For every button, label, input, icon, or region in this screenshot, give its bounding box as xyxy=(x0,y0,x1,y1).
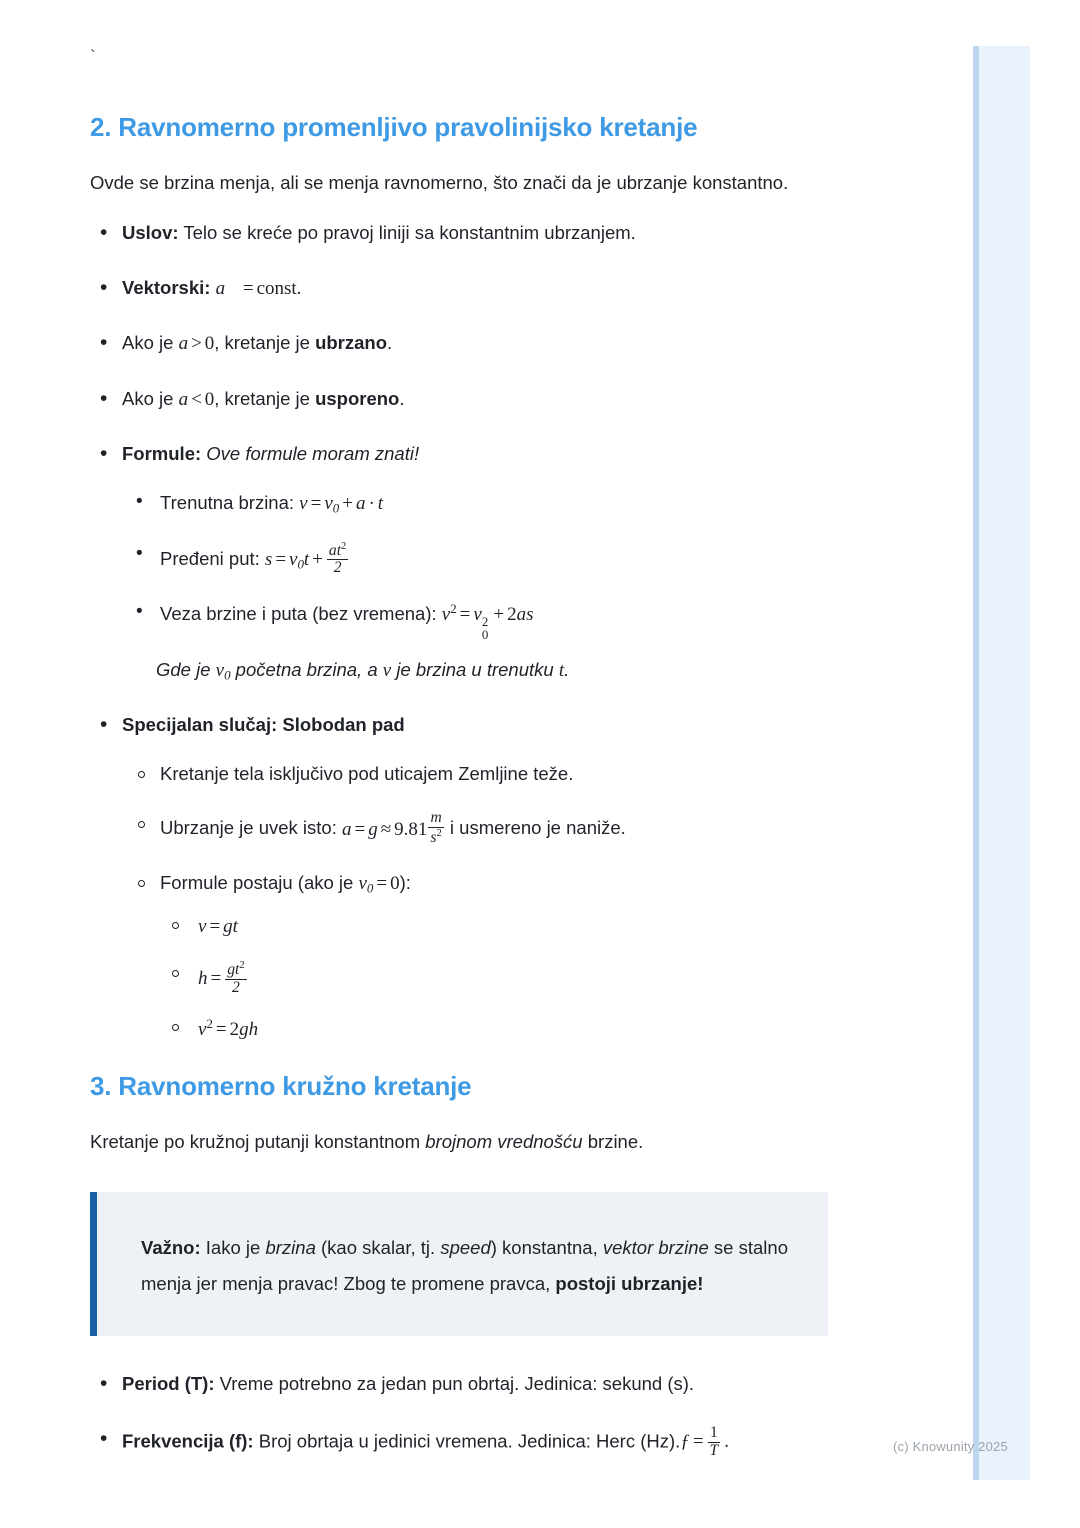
slobodan-pad-sub-list xyxy=(122,760,830,1045)
section-2-heading: 2. Ravnomerno promenljivo pravolinijsko kretanje xyxy=(90,112,698,142)
formula-trenutna-brzina xyxy=(122,489,830,519)
gde-je-text: Gde je $v_0$ početna brzina, a v je brzina u trenutku t. xyxy=(156,658,570,683)
callout-t3: ) konstantna, xyxy=(490,1237,603,1259)
section-3-bullet-list xyxy=(90,1370,830,1459)
slobodan-pad-heading: Specijalan slučaj: Slobodan pad xyxy=(122,714,405,735)
watermark-label: (c) Knowunity 2025 xyxy=(893,1439,1008,1454)
vektorski-label: Vektorski: xyxy=(122,276,211,298)
formula-veza-brzine-i-puta xyxy=(122,599,830,643)
page-side-strip xyxy=(973,46,1030,1480)
ubrzanje-prefix: Ubrzanje je uvek isto: xyxy=(160,817,343,839)
list-item-ubrzano xyxy=(90,329,830,358)
usporeno-prefix: Ako je xyxy=(122,387,179,409)
list-item-slobodan-pad xyxy=(90,711,830,1045)
ubrzanje-formula: a = g ≈ 9.81 $\frac{m}{s^2}$ xyxy=(342,809,442,846)
frekvencija-formula: ƒ = $\frac{1}{T}$ . xyxy=(680,1423,729,1459)
free-fall-formula-3: $v^2 = 2gh$ xyxy=(160,1014,830,1045)
frekvencija-label: Frekvencija (f): xyxy=(122,1430,254,1452)
formula-sub-list xyxy=(122,489,830,643)
callout-b2: postoji ubrzanje! xyxy=(555,1273,704,1295)
document-content xyxy=(90,112,830,1486)
section-3-intro-prefix: Kretanje po kružnoj putanji konstantnom xyxy=(90,1131,426,1153)
section-2-bullet-list xyxy=(90,219,830,1045)
formule-postaju-suffix: ): xyxy=(399,871,411,893)
ubrzano-prefix: Ako je xyxy=(122,332,179,354)
formule-italic-note: Ove formule moram znati! xyxy=(206,443,420,465)
vektorski-formula: a⃗ = const. xyxy=(215,277,302,299)
uslov-text: Telo se kreće po pravoj liniji sa konstantnim ubrzanjem. xyxy=(183,222,636,244)
callout-t2: (kao skalar, tj. xyxy=(315,1237,441,1259)
ubrzano-suffix: . xyxy=(387,332,393,354)
section-3-heading: 3. Ravnomerno kružno kretanje xyxy=(90,1070,472,1101)
free-fall-formula-2: h = $\frac{gt^2}{2}$ xyxy=(160,960,830,996)
slobodan-pad-item-1: Kretanje tela isključivo pod uticajem Zemljine teže. xyxy=(122,760,830,789)
gde-je-note xyxy=(156,656,830,686)
callout-text xyxy=(141,1230,788,1302)
important-callout-box xyxy=(90,1192,828,1336)
ubrzano-middle: , kretanje je xyxy=(214,332,316,354)
ubrzano-keyword: ubrzano xyxy=(315,332,388,354)
callout-i2: speed xyxy=(440,1237,491,1259)
uslov-label: Uslov: xyxy=(122,222,179,244)
list-item-formule xyxy=(90,440,830,685)
ubrzanje-suffix: i usmereno je naniže. xyxy=(444,817,626,839)
predeni-label: Pređeni put: xyxy=(160,547,260,569)
section-3-intro-italic: brojnom vrednošću xyxy=(425,1131,583,1153)
usporeno-keyword: usporeno xyxy=(315,387,400,409)
usporeno-suffix: . xyxy=(399,387,405,409)
callout-label: Važno: xyxy=(141,1237,201,1259)
slobodan-pad-item-2 xyxy=(122,810,830,846)
formule-postaju-prefix: Formule postaju (ako je xyxy=(160,871,359,893)
free-fall-formula-1: v = gt xyxy=(160,912,830,942)
list-item-uslov xyxy=(90,219,830,248)
list-item-period xyxy=(90,1370,830,1399)
callout-t1: Iako je xyxy=(200,1237,266,1259)
callout-t4: se stalno menja jer menja pravac! Zbog te promene pravca, xyxy=(141,1237,788,1295)
section-3-intro-suffix: brzine. xyxy=(582,1131,644,1153)
formula-predeni-put xyxy=(122,541,830,577)
page-side-strip-edge xyxy=(973,46,979,1480)
list-item-frekvencija xyxy=(90,1425,830,1460)
usporeno-middle: , kretanje je xyxy=(214,387,316,409)
veza-formula: $v^2 = v$ 0 2 + 2as xyxy=(441,600,534,643)
formule-label: Formule: xyxy=(122,443,202,465)
usporeno-condition: a < 0 xyxy=(178,388,215,410)
ubrzano-condition: a > 0 xyxy=(178,333,215,355)
trenutna-formula: $v = v_0 + a \cdot t$ xyxy=(299,492,384,516)
period-label: Period (T): xyxy=(122,1373,215,1395)
free-fall-formula-list xyxy=(160,912,830,1045)
list-item-vektorski xyxy=(90,274,830,303)
slobodan-pad-item-3 xyxy=(122,869,830,1045)
callout-i1: brzina xyxy=(265,1237,316,1259)
frekvencija-text: Broj obrtaja u jedinici vremena. Jedinica: Herc (Hz). xyxy=(258,1430,681,1452)
section-3-intro-paragraph xyxy=(90,1124,830,1160)
list-item-usporeno xyxy=(90,385,830,414)
period-text: Vreme potrebno za jedan pun obrtaj. Jedinica: sekund (s). xyxy=(219,1373,695,1395)
section-2-intro-paragraph: Ovde se brzina menja, ali se menja ravnomerno, što znači da je ubrzanje konstantno. xyxy=(90,172,789,194)
predeni-formula: $s = v_0t$ + $\frac{at^2}{2}$ xyxy=(264,540,347,577)
callout-i3: vektor brzine xyxy=(602,1237,709,1259)
veza-label: Veza brzine i puta (bez vremena): xyxy=(160,603,437,625)
formule-postaju-condition: $v_0 = 0$ xyxy=(358,872,400,896)
stray-backtick-mark: ` xyxy=(90,47,96,66)
trenutna-label: Trenutna brzina: xyxy=(160,491,295,513)
